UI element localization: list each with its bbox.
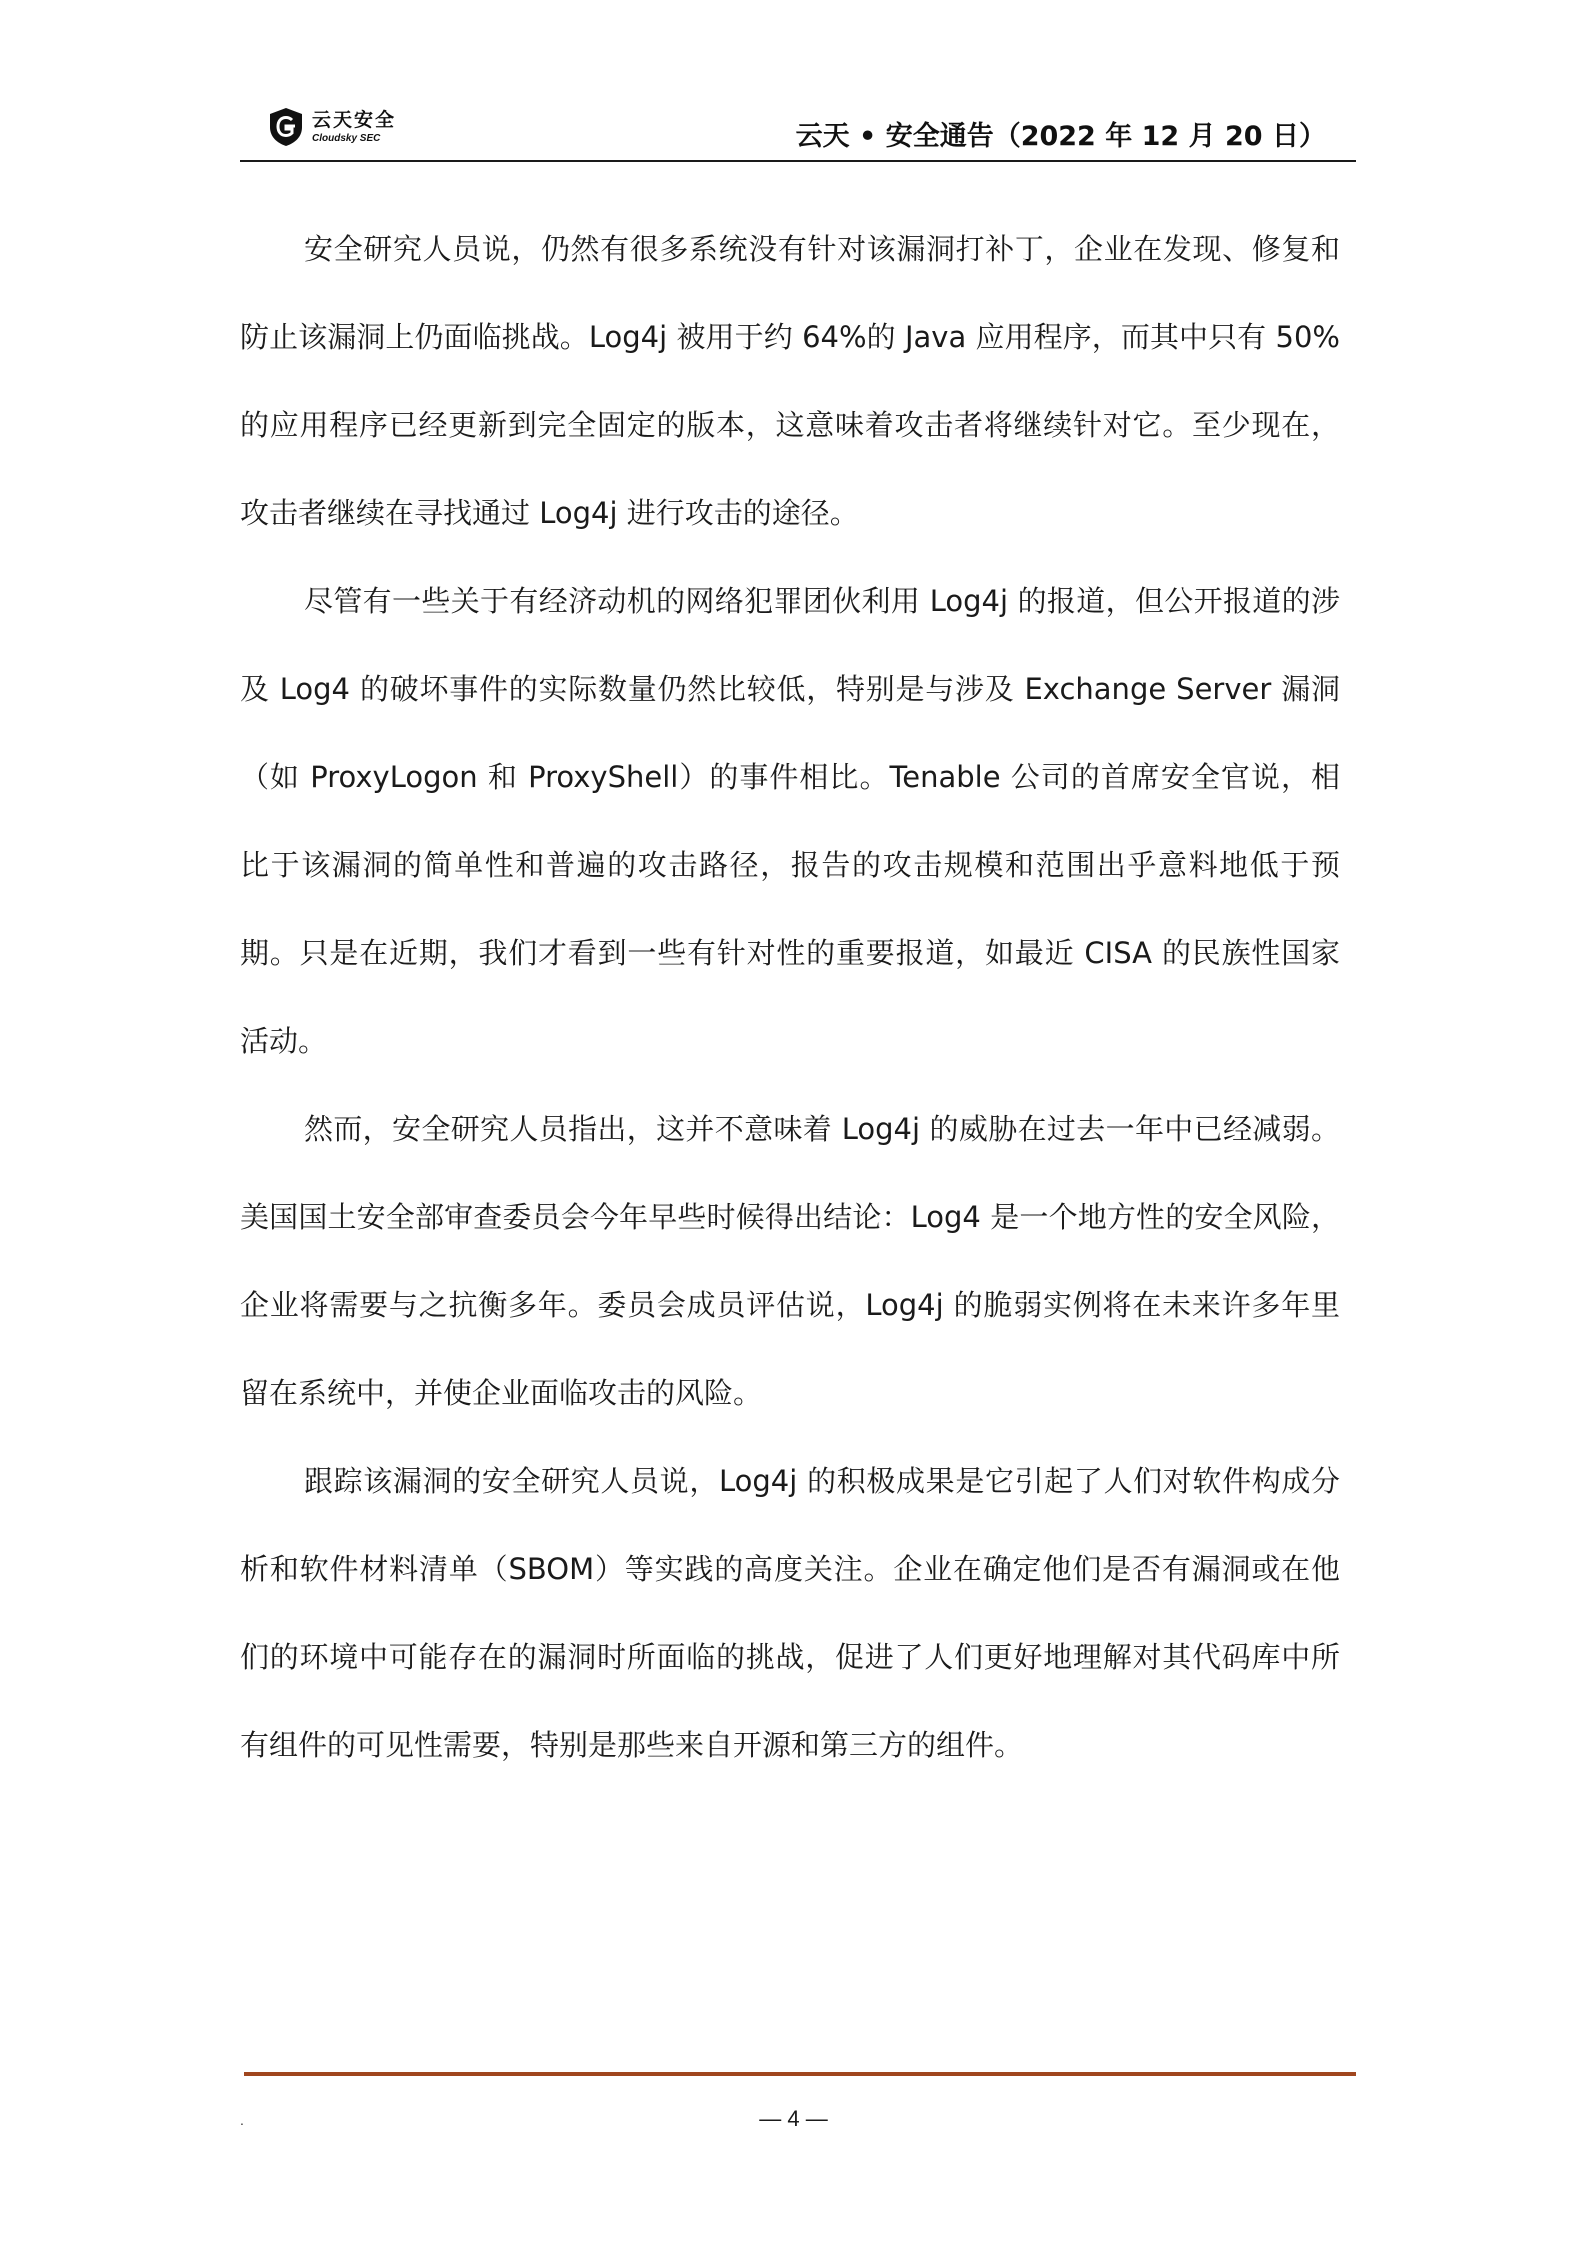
footer-divider	[244, 2072, 1356, 2076]
page-number: — 4 —	[759, 2106, 828, 2131]
shield-logo-icon	[268, 107, 304, 147]
paragraph: 安全研究人员说，仍然有很多系统没有针对该漏洞打补丁，企业在发现、修复和防止该漏洞上仍面临挑战。Log4j 被用于约 64%的 Java 应用程序，而其中只有 50%的应用程序已经更新到完全固定的版本，这意味着攻击者将继续针对它。至少现在，攻击者继续在寻找通过 Log4j 进行攻击的途径。	[240, 232, 1340, 530]
bulletin-title: 云天 • 安全通告（2022 年 12 月 20 日）	[795, 121, 1326, 152]
page-header	[240, 92, 1356, 162]
company-logo	[268, 100, 396, 154]
header-divider	[240, 160, 1356, 162]
footer-mark: .	[240, 2112, 244, 2128]
logo-chinese-text: 云天安全	[312, 108, 397, 131]
paragraph: 跟踪该漏洞的安全研究人员说，Log4j 的积极成果是它引起了人们对软件构成分析和软件材料清单（SBOM）等实践的高度关注。企业在确定他们是否有漏洞或在他们的环境中可能存在的漏洞时所面临的挑战，促进了人们更好地理解对其代码库中所有组件的可见性需要，特别是那些来自开源和第三方的组件。	[240, 1464, 1340, 1762]
document-body	[240, 205, 1340, 1789]
logo-english-text: Cloudsky SEC	[312, 132, 381, 144]
paragraph: 然而，安全研究人员指出，这并不意味着 Log4j 的威胁在过去一年中已经减弱。美国国土安全部审查委员会今年早些时候得出结论：Log4 是一个地方性的安全风险，企业将需要与之抗衡多年。委员会成员评估说，Log4j 的脆弱实例将在未来许多年里留在系统中，并使企业面临攻击的风险。	[240, 1112, 1340, 1410]
paragraph: 尽管有一些关于有经济动机的网络犯罪团伙利用 Log4j 的报道，但公开报道的涉及 Log4 的破坏事件的实际数量仍然比较低，特别是与涉及 Exchange Server 漏洞（如 ProxyLogon 和 ProxyShell）的事件相比。Tenable 公司的首席安全官说，相比于该漏洞的简单性和普遍的攻击路径，报告的攻击规模和范围出乎意料地低于预期。只是在近期，我们才看到一些有针对性的重要报道，如最近 CISA 的民族性国家活动。	[240, 584, 1340, 1058]
